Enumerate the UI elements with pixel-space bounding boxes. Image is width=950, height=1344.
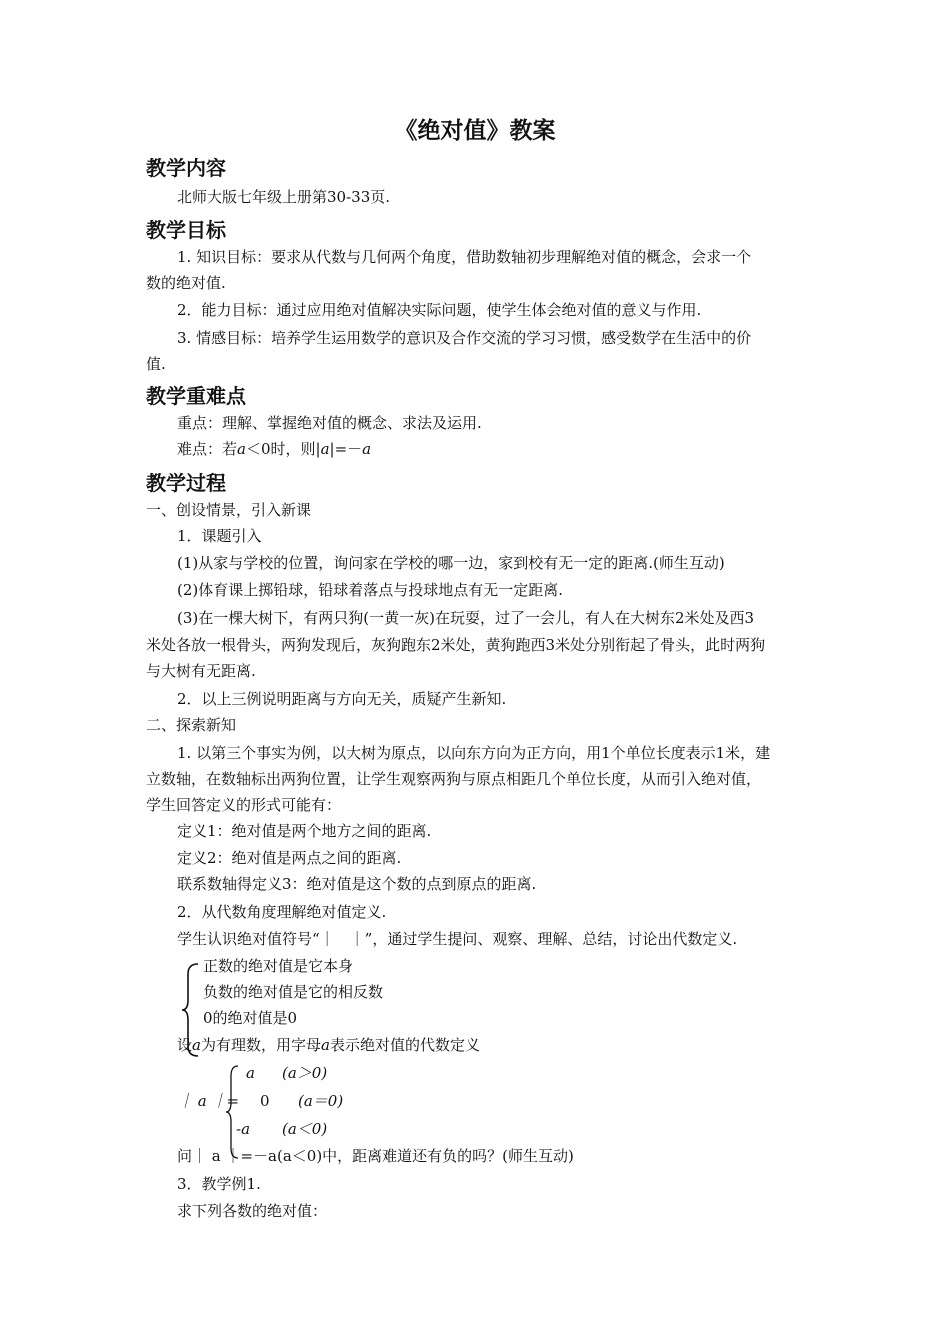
piece-3-value: -a xyxy=(236,1120,251,1138)
let-var: a xyxy=(192,1036,201,1054)
example-1-title: 3．教学例1. xyxy=(177,1175,261,1193)
intro-conclusion: 2．以上三例说明距离与方向无关，质疑产生新知. xyxy=(177,690,507,708)
intro-example-3-line1: (3)在一棵大树下，有两只狗(一黄一灰)在玩耍，过了一会儿，有人在大树东2米处及西3 xyxy=(177,609,755,627)
piece-2-value: 0 xyxy=(260,1092,270,1110)
definition-1: 定义1：绝对值是两个地方之间的距离. xyxy=(177,822,432,840)
difficult-end: a xyxy=(362,440,372,458)
key-point: 重点：理解、掌握绝对值的概念、求法及运用. xyxy=(177,414,482,432)
let-mid: 为有理数，用字母 xyxy=(200,1036,321,1054)
question-text: 问｜ a ｜=－a(a＜0)中，距离难道还有负的吗？(师生互动) xyxy=(177,1147,574,1165)
piece-1-value: a xyxy=(246,1064,255,1082)
explore-1-line1: 1. 以第三个事实为例，以大树为原点，以向东方向为正方向，用1个单位长度表示1米，建 xyxy=(177,744,771,762)
definition-2: 定义2：绝对值是两点之间的距离. xyxy=(177,849,402,867)
goal-item-2: 2．能力目标：通过应用绝对值解决实际问题，使学生体会绝对值的意义与作用. xyxy=(177,301,702,319)
heading-keypoints: 教学重难点 xyxy=(146,384,246,408)
piecewise-lhs: ｜ a ｜= xyxy=(178,1092,240,1110)
intro-example-3-line2: 米处各放一根骨头，两狗发现后，灰狗跑东2米处，黄狗跑西3米处分别衔起了骨头，此时两狗 xyxy=(146,636,766,654)
explore-2-text: 学生认识绝对值符号“｜ ｜”，通过学生提问、观察、理解、总结，讨论出代数定义. xyxy=(177,930,738,948)
explore-1-line2: 立数轴，在数轴标出两狗位置，让学生观察两狗与原点相距几个单位长度，从而引入绝对值， xyxy=(146,770,762,788)
heading-process: 教学过程 xyxy=(146,471,226,495)
content-text: 北师大版七年级上册第30-33页. xyxy=(177,188,391,206)
goal-item-1-line1: 1. 知识目标：要求从代数与几何两个角度，借助数轴初步理解绝对值的概念，会求一个 xyxy=(177,248,752,266)
let-end: 表示绝对值的代数定义 xyxy=(329,1036,480,1054)
piece-2-condition: (a＝0) xyxy=(298,1092,344,1110)
definition-3: 联系数轴得定义3：绝对值是这个数的点到原点的距离. xyxy=(177,875,537,893)
heading-content: 教学内容 xyxy=(146,156,226,180)
piece-1-condition: (a＞0) xyxy=(282,1064,328,1082)
intro-example-2: (2)体育课上掷铅球，铅球着落点与投球地点有无一定距离. xyxy=(177,581,564,599)
intro-title: 1．课题引入 xyxy=(177,527,262,545)
let-definition xyxy=(177,1032,480,1058)
difficult-var: a xyxy=(237,440,246,458)
case-negative: 负数的绝对值是它的相反数 xyxy=(203,983,384,1001)
let-var2: a xyxy=(320,1036,330,1054)
difficult-eq: =－ xyxy=(334,440,363,458)
difficult-mid: ＜0时，则 xyxy=(245,440,316,458)
let-prefix: 设 xyxy=(177,1036,193,1054)
intro-example-1: (1)从家与学校的位置，询问家在学校的哪一边，家到校有无一定的距离.(师生互动) xyxy=(177,554,725,572)
part-2-title: 二、探索新知 xyxy=(146,716,237,734)
goal-item-1-line2: 数的绝对值. xyxy=(146,274,226,292)
heading-goals: 教学目标 xyxy=(146,218,226,242)
difficult-point xyxy=(177,436,371,462)
explore-1-line3: 学生回答定义的形式可能有： xyxy=(146,796,342,814)
goal-item-3-line1: 3. 情感目标：培养学生运用数学的意识及合作交流的学习习惯，感受数学在生活中的价 xyxy=(177,329,752,347)
case-zero: 0的绝对值是0 xyxy=(203,1009,298,1027)
part-1-title: 一、创设情景，引入新课 xyxy=(146,501,312,519)
case-positive: 正数的绝对值是它本身 xyxy=(203,957,354,975)
goal-item-3-line2: 值. xyxy=(146,355,166,373)
intro-example-3-line3: 与大树有无距离. xyxy=(146,662,256,680)
page-title: 《绝对值》教案 xyxy=(394,118,556,144)
piece-3-condition: (a＜0) xyxy=(282,1120,328,1138)
difficult-prefix: 难点：若 xyxy=(177,440,238,458)
example-1-text: 求下列各数的绝对值： xyxy=(177,1202,328,1220)
difficult-abs: |a| xyxy=(315,440,335,458)
explore-2-title: 2．从代数角度理解绝对值定义. xyxy=(177,903,387,921)
